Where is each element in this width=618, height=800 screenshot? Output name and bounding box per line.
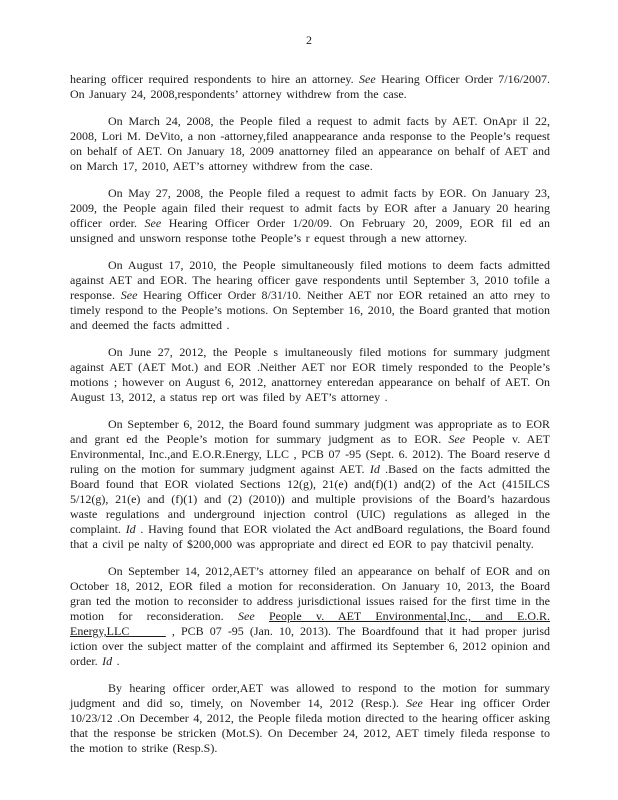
- page-number: 2: [306, 33, 312, 47]
- text-run: .Based on the facts admitted the Board found that EOR violated Sections 12(g), 21(e) and(f)(1) and(2) of the Act (415ILCS 5/12(g), 21(e) and (f)(1) and (2) (2010)) and multiple provisions of the Board’s hazardous waste regulations and underground injection control (UIC) regulations as alleged in the complaint.: [70, 462, 550, 536]
- text-run: By hearing officer order,AET was allowed to respond to the motion for summary judgment and did so, timely, on November 14, 2012 (Resp.).: [70, 681, 550, 710]
- paragraph: [70, 114, 550, 174]
- italic-run: See: [359, 72, 376, 86]
- text-run: Hearing Officer Order 7/16/2007. On January 24, 2008,respondents’ attorney withdrew from the case.: [70, 72, 550, 101]
- italic-run: See: [406, 696, 423, 710]
- text-run: People v. AET Environmental, Inc.,and E.O.R.Energy, LLC , PCB 07 -95 (Sept. 6. 2012). The Board reserve d ruling on the motion for summary judgment against AET.: [70, 432, 550, 476]
- text-run: Hear ing officer Order 10/23/12 .On December 4, 2012, the People fileda motion directed to the hearing officer asking that the response be stricken (Mot.S). On December 24, 2012, AET timely fileda response to the motion to strike (Resp.S).: [70, 696, 551, 755]
- italic-run: Id: [125, 522, 136, 536]
- text-run: On March 24, 2008, the People filed a request to admit facts by AET. OnApr il 22, 2008, Lori M. DeVito, a non -attorney,filed anappearance anda response to the People’s request on behalf of AET. On January 18, 2009 anattorney filed an appearance on behalf of AET and on March 17, 2010, AET’s attorney withdrew from the case.: [70, 114, 550, 173]
- case-citation: People v. AET Environmental,Inc., and E.O.R. Energy,LLC: [70, 609, 551, 638]
- italic-run: See: [238, 609, 255, 623]
- italic-run: See: [144, 216, 162, 230]
- italic-run: Id: [102, 654, 113, 668]
- text-run: On August 17, 2010, the People simultaneously filed motions to deem facts admitted against AET and EOR. The hearing officer gave respondents until September 3, 2010 tofile a response.: [70, 258, 550, 302]
- paragraph: [70, 345, 550, 405]
- document-body: [70, 72, 550, 756]
- text-run: On May 27, 2008, the People filed a request to admit facts by EOR. On January 23, 2009, the People again filed their request to admit facts by EOR after a January 20 hearing officer order.: [70, 186, 550, 230]
- text-run: .: [112, 654, 120, 668]
- italic-run: See: [448, 432, 466, 446]
- italic-run: Id: [369, 462, 380, 476]
- text-run: Hearing Officer Order 8/31/10. Neither AET nor EOR retained an atto rney to timely respond to the People’s motions. On September 16, 2010, the Board granted that motion and deemed the facts admitted .: [70, 288, 550, 332]
- paragraph: [70, 258, 550, 333]
- text-run: hearing officer required respondents to hire an attorney.: [70, 72, 360, 86]
- text-run: , PCB 07 -95 (Jan. 10, 2013). The Boardfound that it had proper jurisd iction over the subject matter of the complaint and affirmed its September 6, 2012 opinion and order.: [70, 624, 550, 668]
- text-run: [255, 609, 269, 623]
- paragraph: [70, 72, 550, 102]
- paragraph: [70, 186, 550, 246]
- paragraph: [70, 681, 550, 756]
- text-run: Hearing Officer Order 1/20/09. On February 20, 2009, EOR fil ed an unsigned and unsworn response tothe People’s r equest through a new attorney.: [70, 216, 550, 245]
- text-run: On September 14, 2012,AET’s attorney filed an appearance on behalf of EOR and on October 18, 2012, EOR filed a motion for reconsideration. On January 10, 2013, the Board gran ted the motion to reconsider to address jurisdictional issues raised for the first time in the motion for reconsideration.: [70, 564, 550, 623]
- paragraph: [70, 564, 550, 669]
- paragraph: [70, 417, 550, 552]
- italic-run: See: [120, 288, 138, 302]
- text-run: On September 6, 2012, the Board found summary judgment was appropriate as to EOR and grant ed the People’s motion for summary judgment as to EOR.: [70, 417, 550, 446]
- text-run: . Having found that EOR violated the Act andBoard regulations, the Board found that a civil pe nalty of $200,000 was appropriate and direct ed EOR to pay thatcivil penalty.: [70, 522, 550, 551]
- text-run: On June 27, 2012, the People s imultaneously filed motions for summary judgment against AET (AET Mot.) and EOR .Neither AET nor EOR timely responded to the People’s motions ; however on August 6, 2012, anattorney enteredan appearance on behalf of AET. On August 13, 2012, a status rep ort was filed by AET’s attorney .: [70, 345, 550, 404]
